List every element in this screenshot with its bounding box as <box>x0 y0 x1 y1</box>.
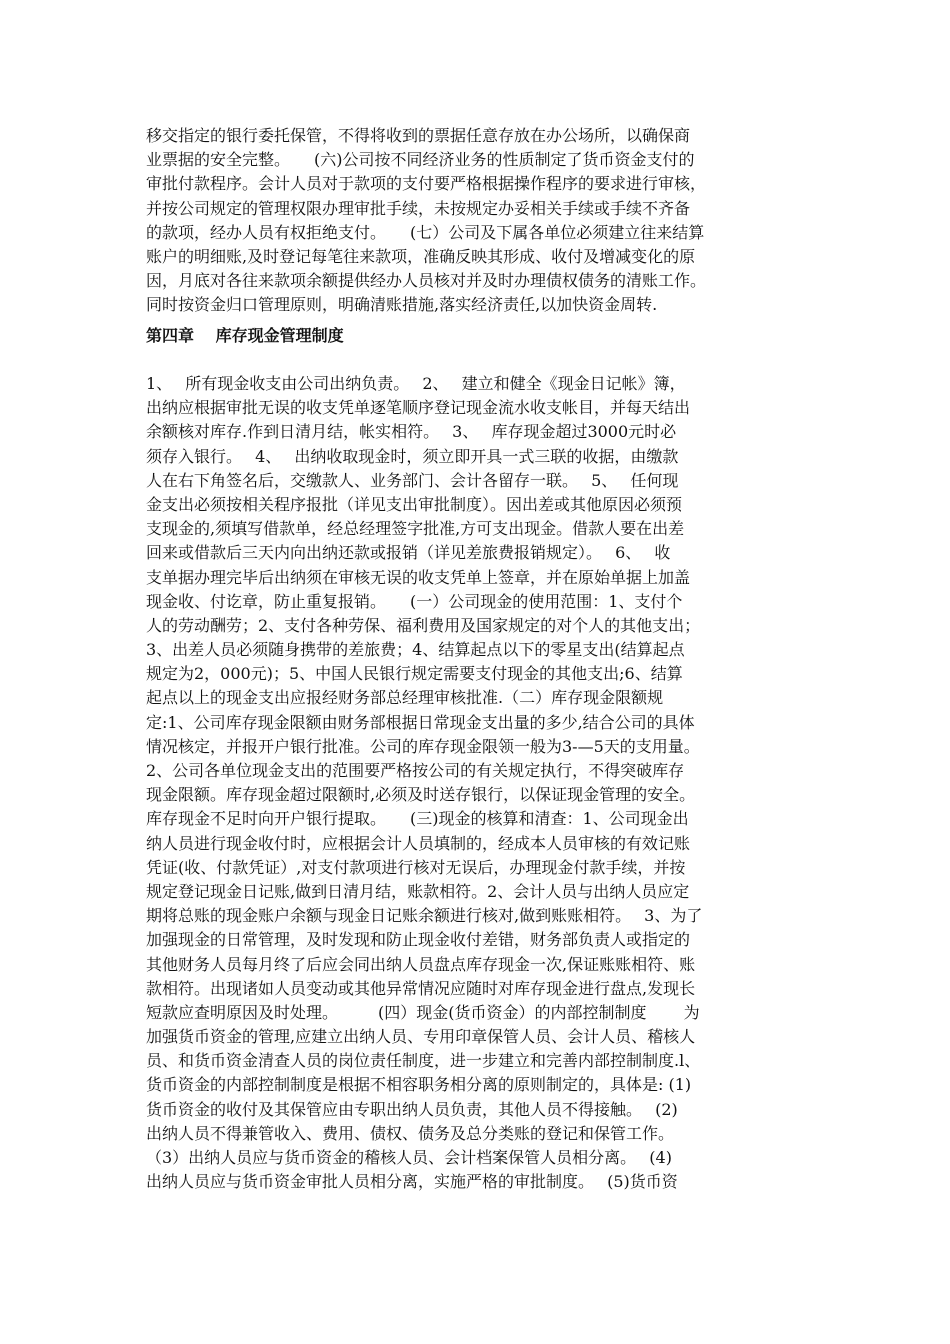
text-line: 2、公司各单位现金支出的范围要严格按公司的有关规定执行，不得突破库存 <box>146 761 685 780</box>
text-line: 账户的明细账,及时登记每笔往来款项，准确反映其形成、收付及增减变化的原 <box>146 246 696 266</box>
text-line: 货币资金的内部控制制度是根据不相容职务相分离的原则制定的，具体是: (1) <box>146 1075 692 1095</box>
text-line: （3）出纳人员应与货币资金的稽核人员、会计档案保管人员相分离。 (4) <box>146 1148 672 1167</box>
text-line: 并按公司规定的管理权限办理审批手续，未按规定办妥相关手续或手续不齐备 <box>146 198 691 218</box>
text-line: 款相符。出现诸如人员变动或其他异常情况应随时对库存现金进行盘点,发现长 <box>146 978 696 998</box>
text-line: 期将总账的现金账户余额与现金日记账余额进行核对,做到账账相符。 3、为了 <box>146 906 703 926</box>
text-line: 凭证(收、付款凭证）,对支付款项进行核对无误后，办理现金付款手续，并按 <box>146 857 686 877</box>
text-line: 移交指定的银行委托保管，不得将收到的票据任意存放在办公场所，以确保商 <box>146 126 691 145</box>
text-line: 定:1、公司库存现金限额由财务部根据日常现金支出量的多少,结合公司的具体 <box>146 712 695 732</box>
text-line: 业票据的安全完整。 (六)公司按不同经济业务的性质制定了货币资金支付的 <box>146 150 695 170</box>
text-line: 人在右下角签名后，交缴款人、业务部门、会计各留存一联。 5、 任何现 <box>146 470 679 490</box>
text-line: 的款项，经办人员有权拒绝支付。 (七）公司及下属各单位必须建立往来结算 <box>146 222 705 242</box>
text-line: 支现金的,须填写借款单，经总经理签字批准,方可支出现金。借款人要在出差 <box>146 519 685 539</box>
chapter-title: 第四章 库存现金管理制度 <box>146 326 344 345</box>
body-paragraph <box>146 372 810 1194</box>
text-line: 3、出差人员必须随身携带的差旅费；4、结算起点以下的零星支出(结算起点 <box>146 640 685 660</box>
text-line: 员、和货币资金清查人员的岗位责任制度，进一步建立和完善内部控制制度.l、 <box>146 1051 701 1071</box>
text-line: 现金收、付讫章，防止重复报销。 (一）公司现金的使用范围：1、支付个 <box>146 591 683 611</box>
text-line: 出纳人员不得兼管收入、费用、债权、债务及总分类账的登记和保管工作。 <box>146 1123 675 1143</box>
text-line: 起点以上的现金支出应报经财务部总经理审核批准.（二）库存现金限额规 <box>146 688 664 708</box>
text-line: 纳人员进行现金收付时，应根据会计人员填制的，经成本人员审核的有效记账 <box>146 833 691 853</box>
text-line: 其他财务人员每月终了后应会同出纳人员盘点库存现金一次,保证账账相符、账 <box>146 954 696 974</box>
intro-paragraph <box>146 124 810 318</box>
text-line: 加强货币资金的管理,应建立出纳人员、专用印章保管人员、会计人员、稽核人 <box>146 1027 696 1047</box>
text-line: 回来或借款后三天内向出纳还款或报销（详见差旅费报销规定）。 6、 收 <box>146 543 671 563</box>
text-line: 1、 所有现金收支由公司出纳负责。 2、 建立和健全《现金日记帐》簿， <box>146 374 686 393</box>
text-line: 支单据办理完毕后出纳须在审核无误的收支凭单上签章，并在原始单据上加盖 <box>146 567 691 587</box>
text-line: 规定为2，000元)；5、中国人民银行规定需要支付现金的其他支出;6、结算 <box>146 664 683 684</box>
text-line: 规定登记现金日记账,做到日清月结，账款相符。2、会计人员与出纳人员应定 <box>146 881 690 901</box>
text-line: 现金限额。库存现金超过限额时,必须及时送存银行，以保证现金管理的安全。 <box>146 785 696 805</box>
text-line: 余额核对库存.作到日清月结，帐实相符。 3、 库存现金超过3000元时必 <box>146 422 677 442</box>
text-line: 货币资金的收付及其保管应由专职出纳人员负责，其他人员不得接触。 (2) <box>146 1099 678 1119</box>
text-line: 库存现金不足时向开户银行提取。 (三)现金的核算和清查：1、公司现金出 <box>146 809 689 829</box>
text-line: 出纳应根据审批无误的收支凭单逐笔顺序登记现金流水收支帐目，并每天结出 <box>146 398 691 418</box>
text-line: 审批付款程序。会计人员对于款项的支付要严格根据操作程序的要求进行审核， <box>146 174 707 194</box>
text-line: 人的劳动酬劳；2、支付各种劳保、福利费用及国家规定的对个人的其他支出； <box>146 615 701 635</box>
text-line: 出纳人员应与货币资金审批人员相分离，实施严格的审批制度。 (5)货币资 <box>146 1172 678 1192</box>
text-line: 同时按资金归口管理原则，明确清账措施,落实经济责任,以加快资金周转. <box>146 295 658 315</box>
text-line: 情况核定，并报开户银行批准。公司的库存现金限领一般为3-—5天的支用量。 <box>146 736 700 756</box>
text-line: 加强现金的日常管理，及时发现和防止现金收付差错，财务部负责人或指定的 <box>146 930 691 950</box>
text-line: 短款应查明原因及时处理。 (四）现金(货币资金）的内部控制制度 为 <box>146 1002 700 1022</box>
text-line: 须存入银行。 4、 出纳收取现金时，须立即开具一式三联的收据，由缴款 <box>146 446 679 466</box>
text-line: 金支出必须按相关程序报批（详见支出审批制度）。因出差或其他原因必须预 <box>146 494 683 514</box>
text-line: 因，月底对各往来款项余额提供经办人员核对并及时办理债权债务的清账工作。 <box>146 271 707 291</box>
